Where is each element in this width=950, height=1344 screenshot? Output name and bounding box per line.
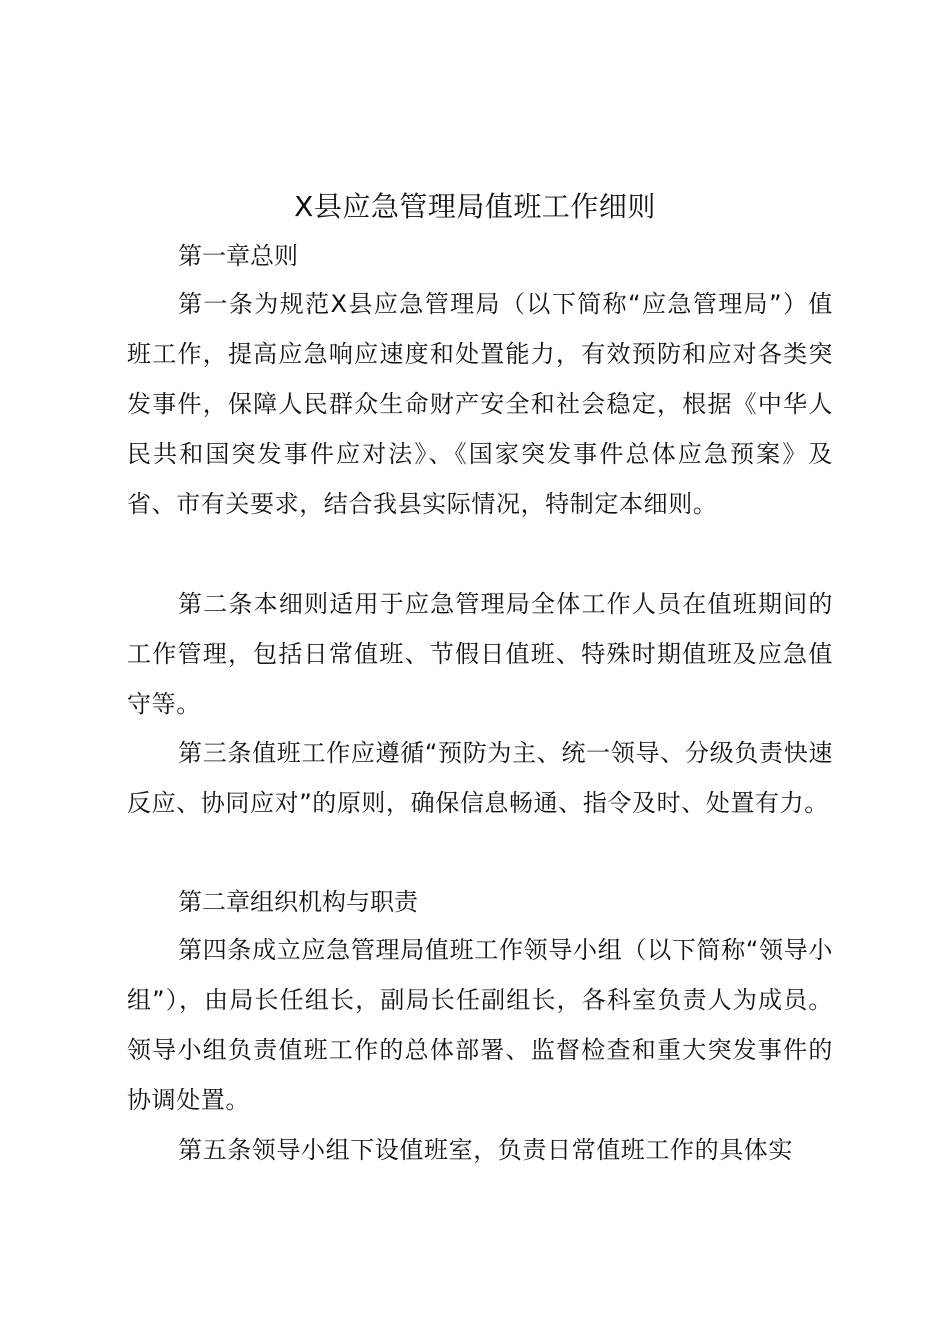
article-3: 第三条值班工作应遵循“预防为主、统一领导、分级负责快速反应、协同应对”的原则，确保信息畅通、指令及时、处置有力。	[127, 739, 833, 817]
article-2: 第二条本细则适用于应急管理局全体工作人员在值班期间的工作管理，包括日常值班、节假日值班、特殊时期值班及应急值守等。	[127, 590, 833, 718]
chapter-heading-2: 第二章组织机构与职责	[178, 888, 418, 916]
article-1: 第一条为规范X县应急管理局（以下简称“应急管理局”）值班工作，提高应急响应速度和处置能力，有效预防和应对各类突发事件，保障人民群众生命财产安全和社会稳定，根据《中华人民共和国突发事件应对法》、《国家突发事件总体应急预案》及省、市有关要求，结合我县实际情况，特制定本细则。	[127, 290, 833, 518]
article-5: 第五条领导小组下设值班室，负责日常值班工作的具体实	[178, 1136, 793, 1164]
article-4: 第四条成立应急管理局值班工作领导小组（以下简称“领导小组”），由局长任组长，副局长任副组长，各科室负责人为成员。领导小组负责值班工作的总体部署、监督检查和重大突发事件的协调处置。	[127, 936, 833, 1114]
document-title: X县应急管理局值班工作细则	[294, 190, 656, 223]
chapter-heading-1: 第一章总则	[178, 242, 298, 270]
